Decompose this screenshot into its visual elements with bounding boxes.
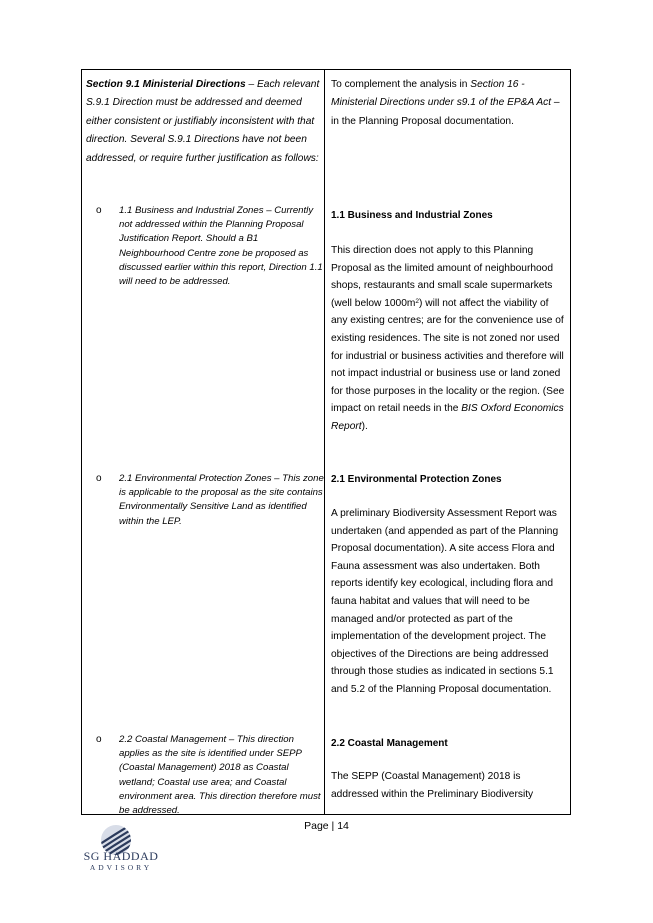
page-number: Page | 14 — [304, 820, 349, 832]
right-intro-text-c: – in the Planning Proposal documentation. — [331, 97, 560, 127]
right-column — [325, 70, 570, 814]
section-body-business — [331, 242, 567, 436]
section-body-coastal: The SEPP (Coastal Management) 2018 is addressed within the Preliminary Biodiversity — [331, 771, 534, 800]
report-reference: BIS Oxford Economics Report — [331, 403, 564, 432]
bullet-mark: o — [96, 734, 102, 745]
business-text-c: ). — [361, 420, 368, 432]
directions-table — [81, 69, 571, 815]
logo-name: SG HADDAD — [83, 849, 159, 863]
bullet-mark: o — [96, 473, 102, 484]
section-heading-environmental: 2.1 Environmental Protection Zones — [331, 474, 502, 485]
superscript: 2 — [415, 297, 419, 305]
left-intro-heading: Section 9.1 Ministerial Directions — [86, 79, 246, 90]
left-intro-text: – Each relevant S.9.1 Direction must be addressed and deemed either consistent or justifiably inconsistent with that direction. Several S.9.1 Directions have not been addressed, or require further justification as follows: — [86, 79, 320, 164]
right-intro — [331, 76, 567, 131]
section-body-environmental: A preliminary Biodiversity Assessment Report was undertaken (and appended as part of the Planning Proposal documentation). A site access Flora and Fauna assessment was also undertaken. Both reports identify key ecological, including flora and fauna habitat and values that will need to be managed and/or protected as part of the implementation of the development project. The objectives of the Directions are being addressed through those studies as indicated in sections 5.1 and 5.2 of the Planning Proposal documentation. — [331, 508, 559, 695]
section-heading-business: 1.1 Business and Industrial Zones — [331, 210, 493, 221]
right-intro-reference: Section 16 - Ministerial Directions under s9.1 of the EP&A Act — [331, 79, 552, 109]
bullet-text: 1.1 Business and Industrial Zones – Currently not addressed within the Planning Proposal Justification Report. Should a B1 Neighbourhood Centre zone be proposed as discussed earlier within this report, Direction 1.1 will need to be addressed. — [119, 205, 323, 288]
bullet-mark: o — [96, 205, 102, 216]
business-text-a: This direction does not apply to this Planning Proposal as the limited amount of neighbourhood shops, restaurants and small scale supermarkets (well below 1000m — [331, 245, 554, 309]
left-column — [82, 70, 324, 817]
logo-subtitle: ADVISORY — [89, 863, 153, 872]
business-text-b: ) will not affect the viability of any existing centres; are for the convenience use of existing residences. The site is not zoned nor used for industrial or business activities and therefore will not impact industrial or business use or land zoned for those purposes in the locality or the region. (See impact on retail needs in the — [331, 297, 565, 415]
section-heading-coastal: 2.2 Coastal Management — [331, 738, 448, 749]
right-intro-text-a: To complement the analysis in — [331, 79, 471, 90]
left-intro — [86, 76, 322, 168]
bullet-text: 2.1 Environmental Protection Zones – This zone is applicable to the proposal as the site contains Environmentally Sensitive Land as identified within the LEP. — [119, 473, 324, 527]
bullet-text: 2.2 Coastal Management – This direction applies as the site is identified under SEPP (Coastal Management) 2018 as Coastal wetland; Coastal use area; and Coastal environment area. This direction therefore must be addressed. — [119, 734, 321, 817]
